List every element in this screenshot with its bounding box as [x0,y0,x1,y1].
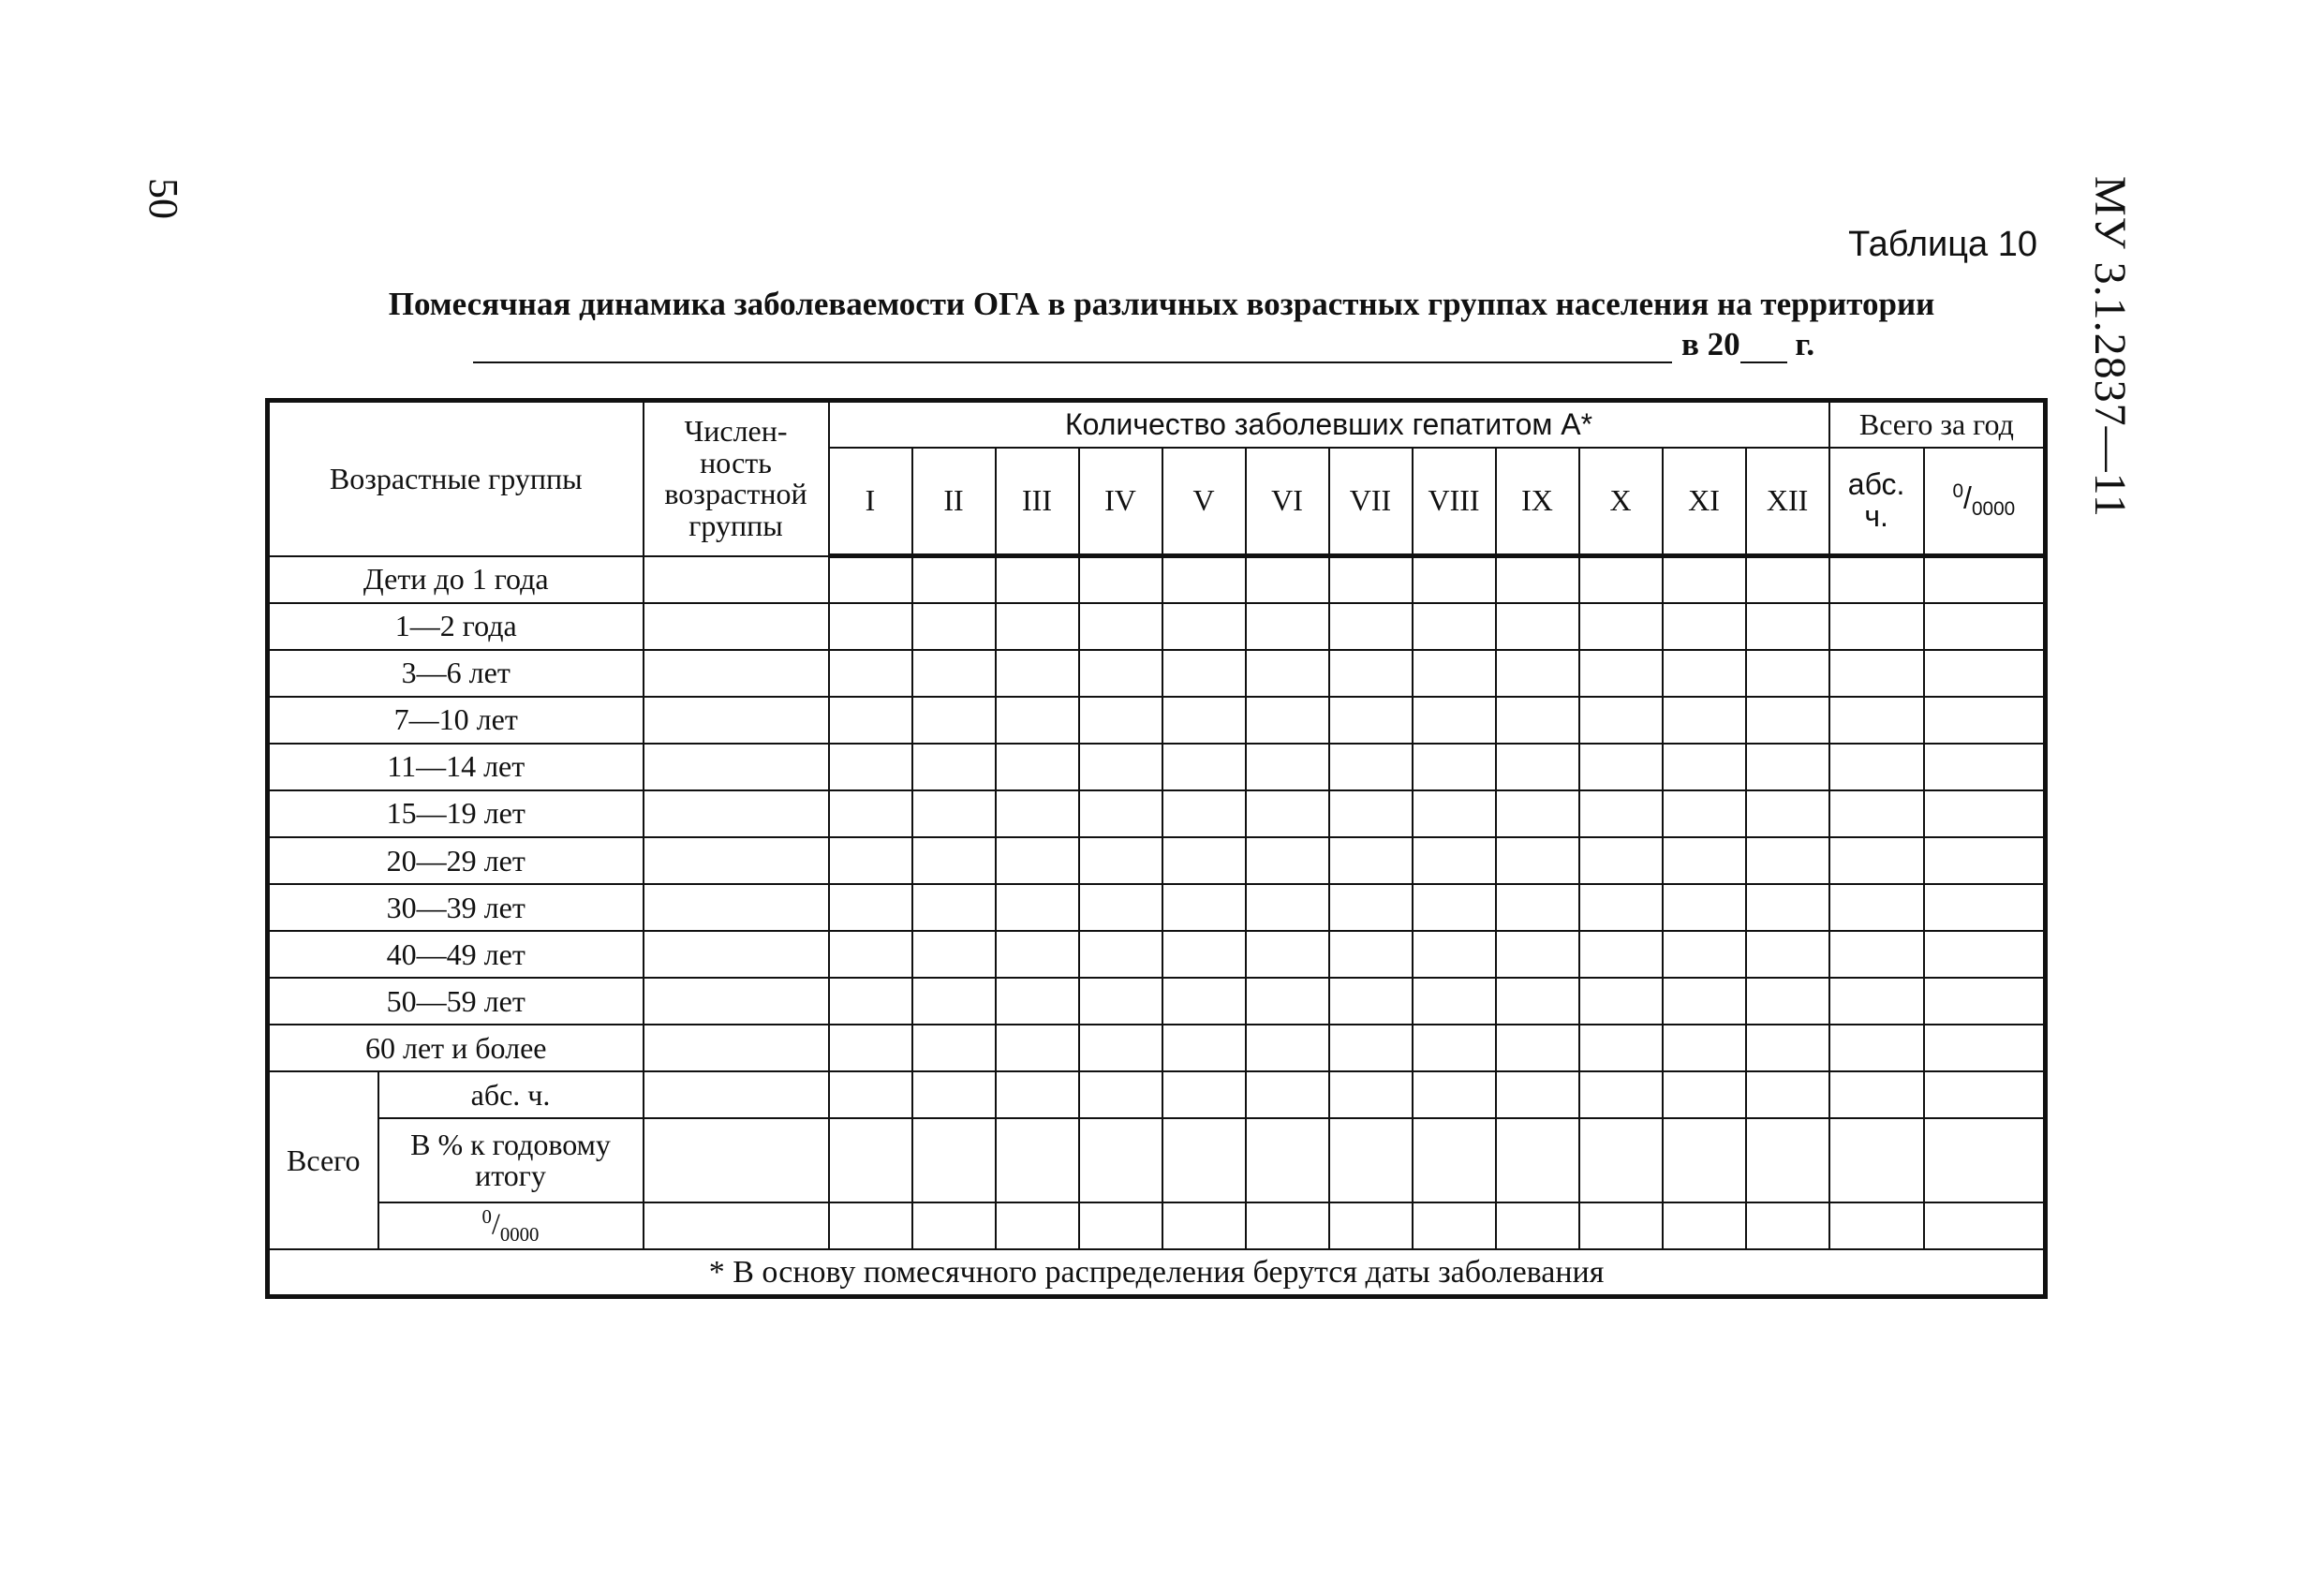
data-cell[interactable] [996,1118,1079,1202]
data-cell[interactable] [1246,790,1329,837]
data-cell[interactable] [1746,837,1829,884]
data-cell[interactable] [1413,556,1496,603]
data-cell[interactable] [1246,603,1329,650]
table-row [268,837,2046,884]
data-cell[interactable] [1829,556,1924,603]
data-cell[interactable] [1079,556,1162,603]
header-month: IV [1079,448,1162,556]
data-cell[interactable] [1329,837,1413,884]
data-cell[interactable] [996,1202,1079,1249]
data-cell[interactable] [912,650,996,697]
data-cell[interactable] [829,884,912,931]
data-cell[interactable] [644,978,829,1025]
data-cell[interactable] [1663,1025,1746,1071]
data-cell[interactable] [1329,697,1413,744]
data-cell[interactable] [1246,556,1329,603]
data-cell[interactable] [1496,1118,1579,1202]
data-cell[interactable] [1663,744,1746,790]
data-cell[interactable] [1924,931,2046,978]
data-cell[interactable] [1924,1118,2046,1202]
header-population [644,401,829,556]
data-cell[interactable] [1746,1025,1829,1071]
data-cell[interactable] [1246,931,1329,978]
data-cell[interactable] [1579,556,1663,603]
data-cell[interactable] [912,603,996,650]
data-cell[interactable] [1663,1071,1746,1118]
data-cell[interactable] [1663,556,1746,603]
data-cell[interactable] [1746,978,1829,1025]
per-mille-sub: 0000 [1971,498,2016,521]
data-cell[interactable] [996,697,1079,744]
data-cell[interactable] [1746,1071,1829,1118]
data-cell[interactable] [1162,1071,1246,1118]
age-group-label: 1—2 года [268,603,644,650]
data-cell[interactable] [1329,1118,1413,1202]
header-total-year: Всего за год [1829,401,2046,448]
data-cell[interactable] [644,603,829,650]
data-cell[interactable] [1746,1202,1829,1249]
data-cell[interactable] [644,744,829,790]
header-abs-line: абс. [1847,467,1905,502]
data-cell[interactable] [1413,978,1496,1025]
table-row [268,556,2046,603]
table-number: Таблица 10 [1848,225,2037,264]
data-cell[interactable] [1579,744,1663,790]
data-cell[interactable] [829,978,912,1025]
data-cell[interactable] [1079,790,1162,837]
header-month: IX [1496,448,1579,556]
data-cell[interactable] [1079,931,1162,978]
data-cell[interactable] [1246,1118,1329,1202]
data-cell[interactable] [1829,697,1924,744]
total-per-mille-label: $^0/_{0000}$ [378,1202,644,1249]
data-cell[interactable] [1496,931,1579,978]
data-cell[interactable] [1579,978,1663,1025]
header-month: VIII [1413,448,1496,556]
data-cell[interactable] [1496,884,1579,931]
data-cell[interactable] [1079,744,1162,790]
data-cell[interactable] [1329,650,1413,697]
data-cell[interactable] [1246,1025,1329,1071]
data-cell[interactable] [829,1118,912,1202]
data-cell[interactable] [1924,837,2046,884]
data-cell[interactable] [1663,790,1746,837]
data-cell[interactable] [1162,603,1246,650]
data-cell[interactable] [1246,1071,1329,1118]
data-cell[interactable] [1746,650,1829,697]
data-cell[interactable] [1496,1202,1579,1249]
data-cell[interactable] [829,931,912,978]
data-cell[interactable] [1162,556,1246,603]
data-cell[interactable] [1663,1202,1746,1249]
data-cell[interactable] [1746,744,1829,790]
header-month: I [829,448,912,556]
table-row [268,697,2046,744]
data-cell[interactable] [829,790,912,837]
total-percent-line: В % к годовому [410,1127,611,1161]
data-cell[interactable] [1829,603,1924,650]
data-cell[interactable] [1579,1025,1663,1071]
data-cell[interactable] [996,1071,1079,1118]
data-cell[interactable] [912,1118,996,1202]
data-cell[interactable] [644,1202,829,1249]
total-abs-label: абс. ч. [378,1071,644,1118]
data-cell[interactable] [1413,650,1496,697]
data-cell[interactable] [829,837,912,884]
data-cell[interactable] [1413,1118,1496,1202]
data-cell[interactable] [1829,1071,1924,1118]
table-row [268,790,2046,837]
header-month: V [1162,448,1246,556]
table-row [268,650,2046,697]
data-cell[interactable] [1246,978,1329,1025]
data-cell[interactable] [912,884,996,931]
header-month: X [1579,448,1663,556]
data-cell[interactable] [829,556,912,603]
data-cell[interactable] [1579,1118,1663,1202]
data-cell[interactable] [912,1071,996,1118]
data-cell[interactable] [1829,884,1924,931]
data-cell[interactable] [829,744,912,790]
data-cell[interactable] [1496,650,1579,697]
data-cell[interactable] [829,1202,912,1249]
data-cell[interactable] [1496,603,1579,650]
data-cell[interactable] [1496,1071,1579,1118]
header-month: VI [1246,448,1329,556]
age-group-label: 7—10 лет [268,697,644,744]
age-group-label: 40—49 лет [268,931,644,978]
data-cell[interactable] [912,744,996,790]
age-group-label: 20—29 лет [268,837,644,884]
header-month: XII [1746,448,1829,556]
data-cell[interactable] [1329,1071,1413,1118]
data-cell[interactable] [1829,744,1924,790]
age-group-label: 50—59 лет [268,978,644,1025]
data-cell[interactable] [1246,837,1329,884]
header-population-line: ность [700,445,772,479]
data-cell[interactable] [1413,744,1496,790]
data-cell[interactable] [1746,556,1829,603]
data-cell[interactable] [1663,931,1746,978]
data-cell[interactable] [1246,1202,1329,1249]
data-cell[interactable] [1829,837,1924,884]
data-cell[interactable] [1746,884,1829,931]
table-row [268,1025,2046,1071]
morbidity-table [265,398,2048,1299]
data-cell[interactable] [1079,1025,1162,1071]
data-cell[interactable] [996,556,1079,603]
data-cell[interactable] [1413,884,1496,931]
data-cell[interactable] [1246,744,1329,790]
data-cell[interactable] [1663,884,1746,931]
age-group-label: 3—6 лет [268,650,644,697]
table-subtitle [473,326,1814,363]
data-cell[interactable] [1663,978,1746,1025]
data-cell[interactable] [1329,556,1413,603]
per-mille-sup: 0 [1952,480,1964,503]
header-cases: Количество заболевших гепатитом А* [829,401,1829,448]
data-cell[interactable] [1162,931,1246,978]
footnote-row [268,1249,2046,1296]
data-cell[interactable] [1162,837,1246,884]
data-cell[interactable] [1162,744,1246,790]
table-row [268,603,2046,650]
data-cell[interactable] [912,978,996,1025]
header-month: II [912,448,996,556]
total-percent-label [378,1118,644,1202]
data-cell[interactable] [1329,603,1413,650]
data-cell[interactable] [829,603,912,650]
data-cell[interactable] [1329,931,1413,978]
table-title: Помесячная динамика заболеваемости ОГА в различных возрастных группах населения на территории [388,286,1935,322]
data-cell[interactable] [996,837,1079,884]
data-cell[interactable] [644,837,829,884]
data-cell[interactable] [1079,1118,1162,1202]
data-cell[interactable] [1663,837,1746,884]
data-cell[interactable] [829,1025,912,1071]
data-cell[interactable] [1329,978,1413,1025]
data-cell[interactable] [1162,978,1246,1025]
data-cell[interactable] [996,931,1079,978]
footnote: * В основу помесячного распределения берутся даты заболевания [268,1249,2046,1296]
age-group-label: Дети до 1 года [268,556,644,603]
data-cell[interactable] [1746,931,1829,978]
age-group-label: 11—14 лет [268,744,644,790]
header-month: VII [1329,448,1413,556]
data-cell[interactable] [1829,1025,1924,1071]
age-group-label: 15—19 лет [268,790,644,837]
data-cell[interactable] [1413,1071,1496,1118]
header-abs [1829,448,1924,556]
data-cell[interactable] [1496,556,1579,603]
header-population-line: Числен- [684,414,788,449]
data-cell[interactable] [1162,884,1246,931]
data-cell[interactable] [644,884,829,931]
data-cell[interactable] [912,556,996,603]
data-cell[interactable] [1924,1025,2046,1071]
data-cell[interactable] [912,790,996,837]
data-cell[interactable] [1924,1071,2046,1118]
table-row [268,744,2046,790]
data-cell[interactable] [996,603,1079,650]
data-cell[interactable] [1413,931,1496,978]
header-per-mille: $^0/_{0000}$ [1924,448,2046,556]
data-cell[interactable] [1413,1025,1496,1071]
data-cell[interactable] [1579,1071,1663,1118]
data-cell[interactable] [1079,697,1162,744]
header-abs-line: ч. [1864,498,1888,533]
per-mille-sup: 0 [481,1205,492,1228]
data-cell[interactable] [1079,603,1162,650]
data-cell[interactable] [996,650,1079,697]
data-cell[interactable] [1413,1202,1496,1249]
data-cell[interactable] [1663,1118,1746,1202]
data-cell[interactable] [644,650,829,697]
data-cell[interactable] [1496,790,1579,837]
data-cell[interactable] [1496,978,1579,1025]
data-cell[interactable] [644,1025,829,1071]
data-cell[interactable] [912,1202,996,1249]
data-cell[interactable] [1579,931,1663,978]
data-cell[interactable] [1829,978,1924,1025]
data-cell[interactable] [1246,884,1329,931]
header-month: III [996,448,1079,556]
data-cell[interactable] [912,931,996,978]
data-cell[interactable] [912,697,996,744]
data-cell[interactable] [1746,1118,1829,1202]
data-cell[interactable] [996,884,1079,931]
data-cell[interactable] [1246,697,1329,744]
age-group-label: 30—39 лет [268,884,644,931]
data-cell[interactable] [829,697,912,744]
data-cell[interactable] [1663,697,1746,744]
year-prefix: в 20 [1681,326,1740,362]
data-cell[interactable] [1924,978,2046,1025]
table-row [268,884,2046,931]
data-cell[interactable] [912,1025,996,1071]
data-cell[interactable] [1924,603,2046,650]
data-cell[interactable] [644,931,829,978]
data-cell[interactable] [1924,790,2046,837]
data-cell[interactable] [1079,1071,1162,1118]
data-cell[interactable] [1829,650,1924,697]
data-cell[interactable] [1162,650,1246,697]
data-cell[interactable] [1079,884,1162,931]
data-cell[interactable] [1579,1202,1663,1249]
year-suffix: г. [1795,326,1815,362]
age-group-label: 60 лет и более [268,1025,644,1071]
data-cell[interactable] [1924,697,2046,744]
table-row [268,931,2046,978]
data-cell[interactable] [1924,650,2046,697]
data-cell[interactable] [1663,650,1746,697]
data-cell[interactable] [996,978,1079,1025]
data-cell[interactable] [1924,884,2046,931]
data-cell[interactable] [1496,1025,1579,1071]
table-row [268,978,2046,1025]
data-cell[interactable] [1579,884,1663,931]
data-cell[interactable] [644,1118,829,1202]
data-cell[interactable] [1079,1202,1162,1249]
total-row-per-mille [268,1202,2046,1249]
page-number: 50 [141,178,186,219]
document-code: МУ 3.1.2837—11 [2085,176,2135,518]
data-cell[interactable] [1829,1118,1924,1202]
data-cell[interactable] [1162,1202,1246,1249]
data-cell[interactable] [1162,697,1246,744]
data-cell[interactable] [1924,744,2046,790]
territory-blank [473,333,1672,363]
data-cell[interactable] [996,744,1079,790]
data-cell[interactable] [996,790,1079,837]
total-label: Всего [268,1071,378,1249]
data-cell[interactable] [644,556,829,603]
data-cell[interactable] [644,790,829,837]
data-cell[interactable] [1746,603,1829,650]
header-population-line: группы [688,508,783,542]
per-mille-sub: 0000 [499,1223,540,1246]
header-population-line: возрастной [664,477,807,511]
data-cell[interactable] [1329,884,1413,931]
data-cell[interactable] [829,650,912,697]
data-cell[interactable] [1924,1202,2046,1249]
data-cell[interactable] [1496,744,1579,790]
data-cell[interactable] [1079,837,1162,884]
total-row-percent [268,1118,2046,1202]
data-cell[interactable] [1496,697,1579,744]
data-cell[interactable] [1746,790,1829,837]
data-cell[interactable] [644,1071,829,1118]
data-cell[interactable] [1579,697,1663,744]
data-cell[interactable] [996,1025,1079,1071]
data-cell[interactable] [1413,603,1496,650]
data-cell[interactable] [1413,837,1496,884]
data-cell[interactable] [1413,697,1496,744]
data-cell[interactable] [1329,1202,1413,1249]
data-cell[interactable] [1579,837,1663,884]
data-cell[interactable] [1579,650,1663,697]
data-cell[interactable] [1579,603,1663,650]
data-cell[interactable] [1162,1118,1246,1202]
data-cell[interactable] [912,837,996,884]
data-cell[interactable] [1329,790,1413,837]
data-cell[interactable] [1829,1202,1924,1249]
header-age-groups: Возрастные группы [268,401,644,556]
data-cell[interactable] [1579,790,1663,837]
data-cell[interactable] [1329,744,1413,790]
total-row-abs [268,1071,2046,1118]
data-cell[interactable] [1496,837,1579,884]
year-blank [1740,333,1787,363]
data-cell[interactable] [1162,790,1246,837]
data-cell[interactable] [1924,556,2046,603]
data-cell[interactable] [644,697,829,744]
data-cell[interactable] [829,1071,912,1118]
header-month: XI [1663,448,1746,556]
data-cell[interactable] [1413,790,1496,837]
data-cell[interactable] [1663,603,1746,650]
data-cell[interactable] [1746,697,1829,744]
data-cell[interactable] [1246,650,1329,697]
data-cell[interactable] [1162,1025,1246,1071]
data-cell[interactable] [1079,978,1162,1025]
data-cell[interactable] [1829,931,1924,978]
total-percent-line: итогу [475,1158,546,1193]
data-cell[interactable] [1829,790,1924,837]
data-cell[interactable] [1329,1025,1413,1071]
data-cell[interactable] [1079,650,1162,697]
